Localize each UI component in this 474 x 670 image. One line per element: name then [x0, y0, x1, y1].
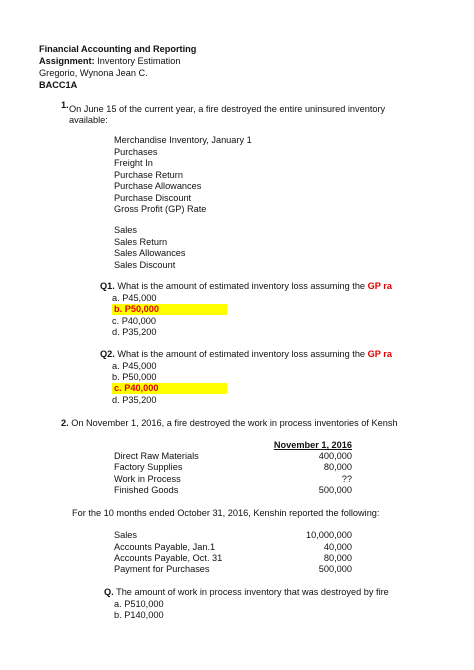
report-row-value: 500,000	[318, 564, 352, 574]
p1-sales-item: Sales Allowances	[114, 248, 186, 258]
problem-1-number: 1.	[61, 100, 69, 110]
p1-item: Gross Profit (GP) Rate	[114, 204, 207, 214]
q3-option-b: b. P140,000	[114, 610, 164, 620]
q2-option-a: a. P45,000	[112, 361, 157, 371]
question-3-label: Q.	[104, 587, 114, 597]
section-label: BACC1A	[39, 80, 78, 90]
p1-item: Purchase Return	[114, 170, 183, 180]
inventory-row-value: ??	[341, 474, 352, 484]
report-row-value: 40,000	[323, 542, 352, 552]
report-row-label: Sales	[114, 530, 137, 540]
q1-option-a: a. P45,000	[112, 293, 157, 303]
inventory-row-label: Finished Goods	[114, 485, 179, 495]
problem-1-intro-line2: available:	[69, 115, 108, 125]
q1-option-c: c. P40,000	[112, 316, 156, 326]
inventory-row-label: Direct Raw Materials	[114, 451, 199, 461]
q1-option-b-selected: b. P50,000	[112, 304, 227, 315]
question-3-text: The amount of work in process inventory that was destroyed by fire	[113, 587, 389, 597]
ten-month-text: For the 10 months ended October 31, 2016, Kenshin reported the following:	[72, 508, 380, 518]
q2-option-b: b. P50,000	[112, 372, 157, 382]
inventory-row-label: Factory Supplies	[114, 462, 183, 472]
inventory-row-value: 400,000	[318, 451, 352, 461]
question-2	[100, 349, 392, 360]
assignment-label: Assignment:	[39, 56, 95, 66]
report-row-label: Accounts Payable, Oct. 31	[114, 553, 223, 563]
p1-item: Purchase Discount	[114, 193, 192, 203]
question-1-text: What is the amount of estimated inventory loss assuming the	[114, 281, 368, 291]
q3-option-a: a. P510,000	[114, 599, 164, 609]
assignment-line	[39, 56, 180, 67]
p1-item: Freight In	[114, 158, 153, 168]
report-row-label: Accounts Payable, Jan.1	[114, 542, 216, 552]
report-row-label: Payment for Purchases	[114, 564, 210, 574]
question-2-gp: GP ra	[367, 349, 392, 359]
p1-sales-item: Sales Return	[114, 237, 168, 247]
q1-option-d: d. P35,200	[112, 327, 157, 337]
q2-option-d: d. P35,200	[112, 395, 157, 405]
question-3	[104, 587, 389, 598]
problem-2-number: 2.	[61, 418, 69, 428]
student-name: Gregorio, Wynona Jean C.	[39, 68, 148, 78]
inventory-row-label: Work in Process	[114, 474, 181, 484]
p1-item: Merchandise Inventory, January 1	[114, 135, 252, 145]
p1-item: Purchases	[114, 147, 158, 157]
question-1-gp: GP ra	[367, 281, 392, 291]
p1-sales-item: Sales	[114, 225, 137, 235]
question-1	[100, 281, 392, 292]
p1-item: Purchase Allowances	[114, 181, 202, 191]
problem-2-intro	[61, 418, 398, 429]
date-header: November 1, 2016	[273, 440, 352, 450]
report-row-value: 10,000,000	[306, 530, 352, 540]
report-row-value: 80,000	[323, 553, 352, 563]
q2-option-c-selected: c. P40,000	[112, 383, 227, 394]
p1-sales-item: Sales Discount	[114, 260, 176, 270]
assignment-value: Inventory Estimation	[94, 56, 181, 66]
inventory-row-value: 80,000	[323, 462, 352, 472]
question-2-text: What is the amount of estimated inventory loss assuming the	[114, 349, 368, 359]
question-2-label: Q2.	[100, 349, 115, 359]
course-title: Financial Accounting and Reporting	[39, 44, 197, 54]
inventory-row-value: 500,000	[318, 485, 352, 495]
problem-2-text: On November 1, 2016, a fire destroyed the work in process inventories of Kensh	[71, 418, 398, 428]
question-1-label: Q1.	[100, 281, 115, 291]
problem-1-intro-line1: On June 15 of the current year, a fire destroyed the entire uninsured inventory	[69, 104, 386, 114]
